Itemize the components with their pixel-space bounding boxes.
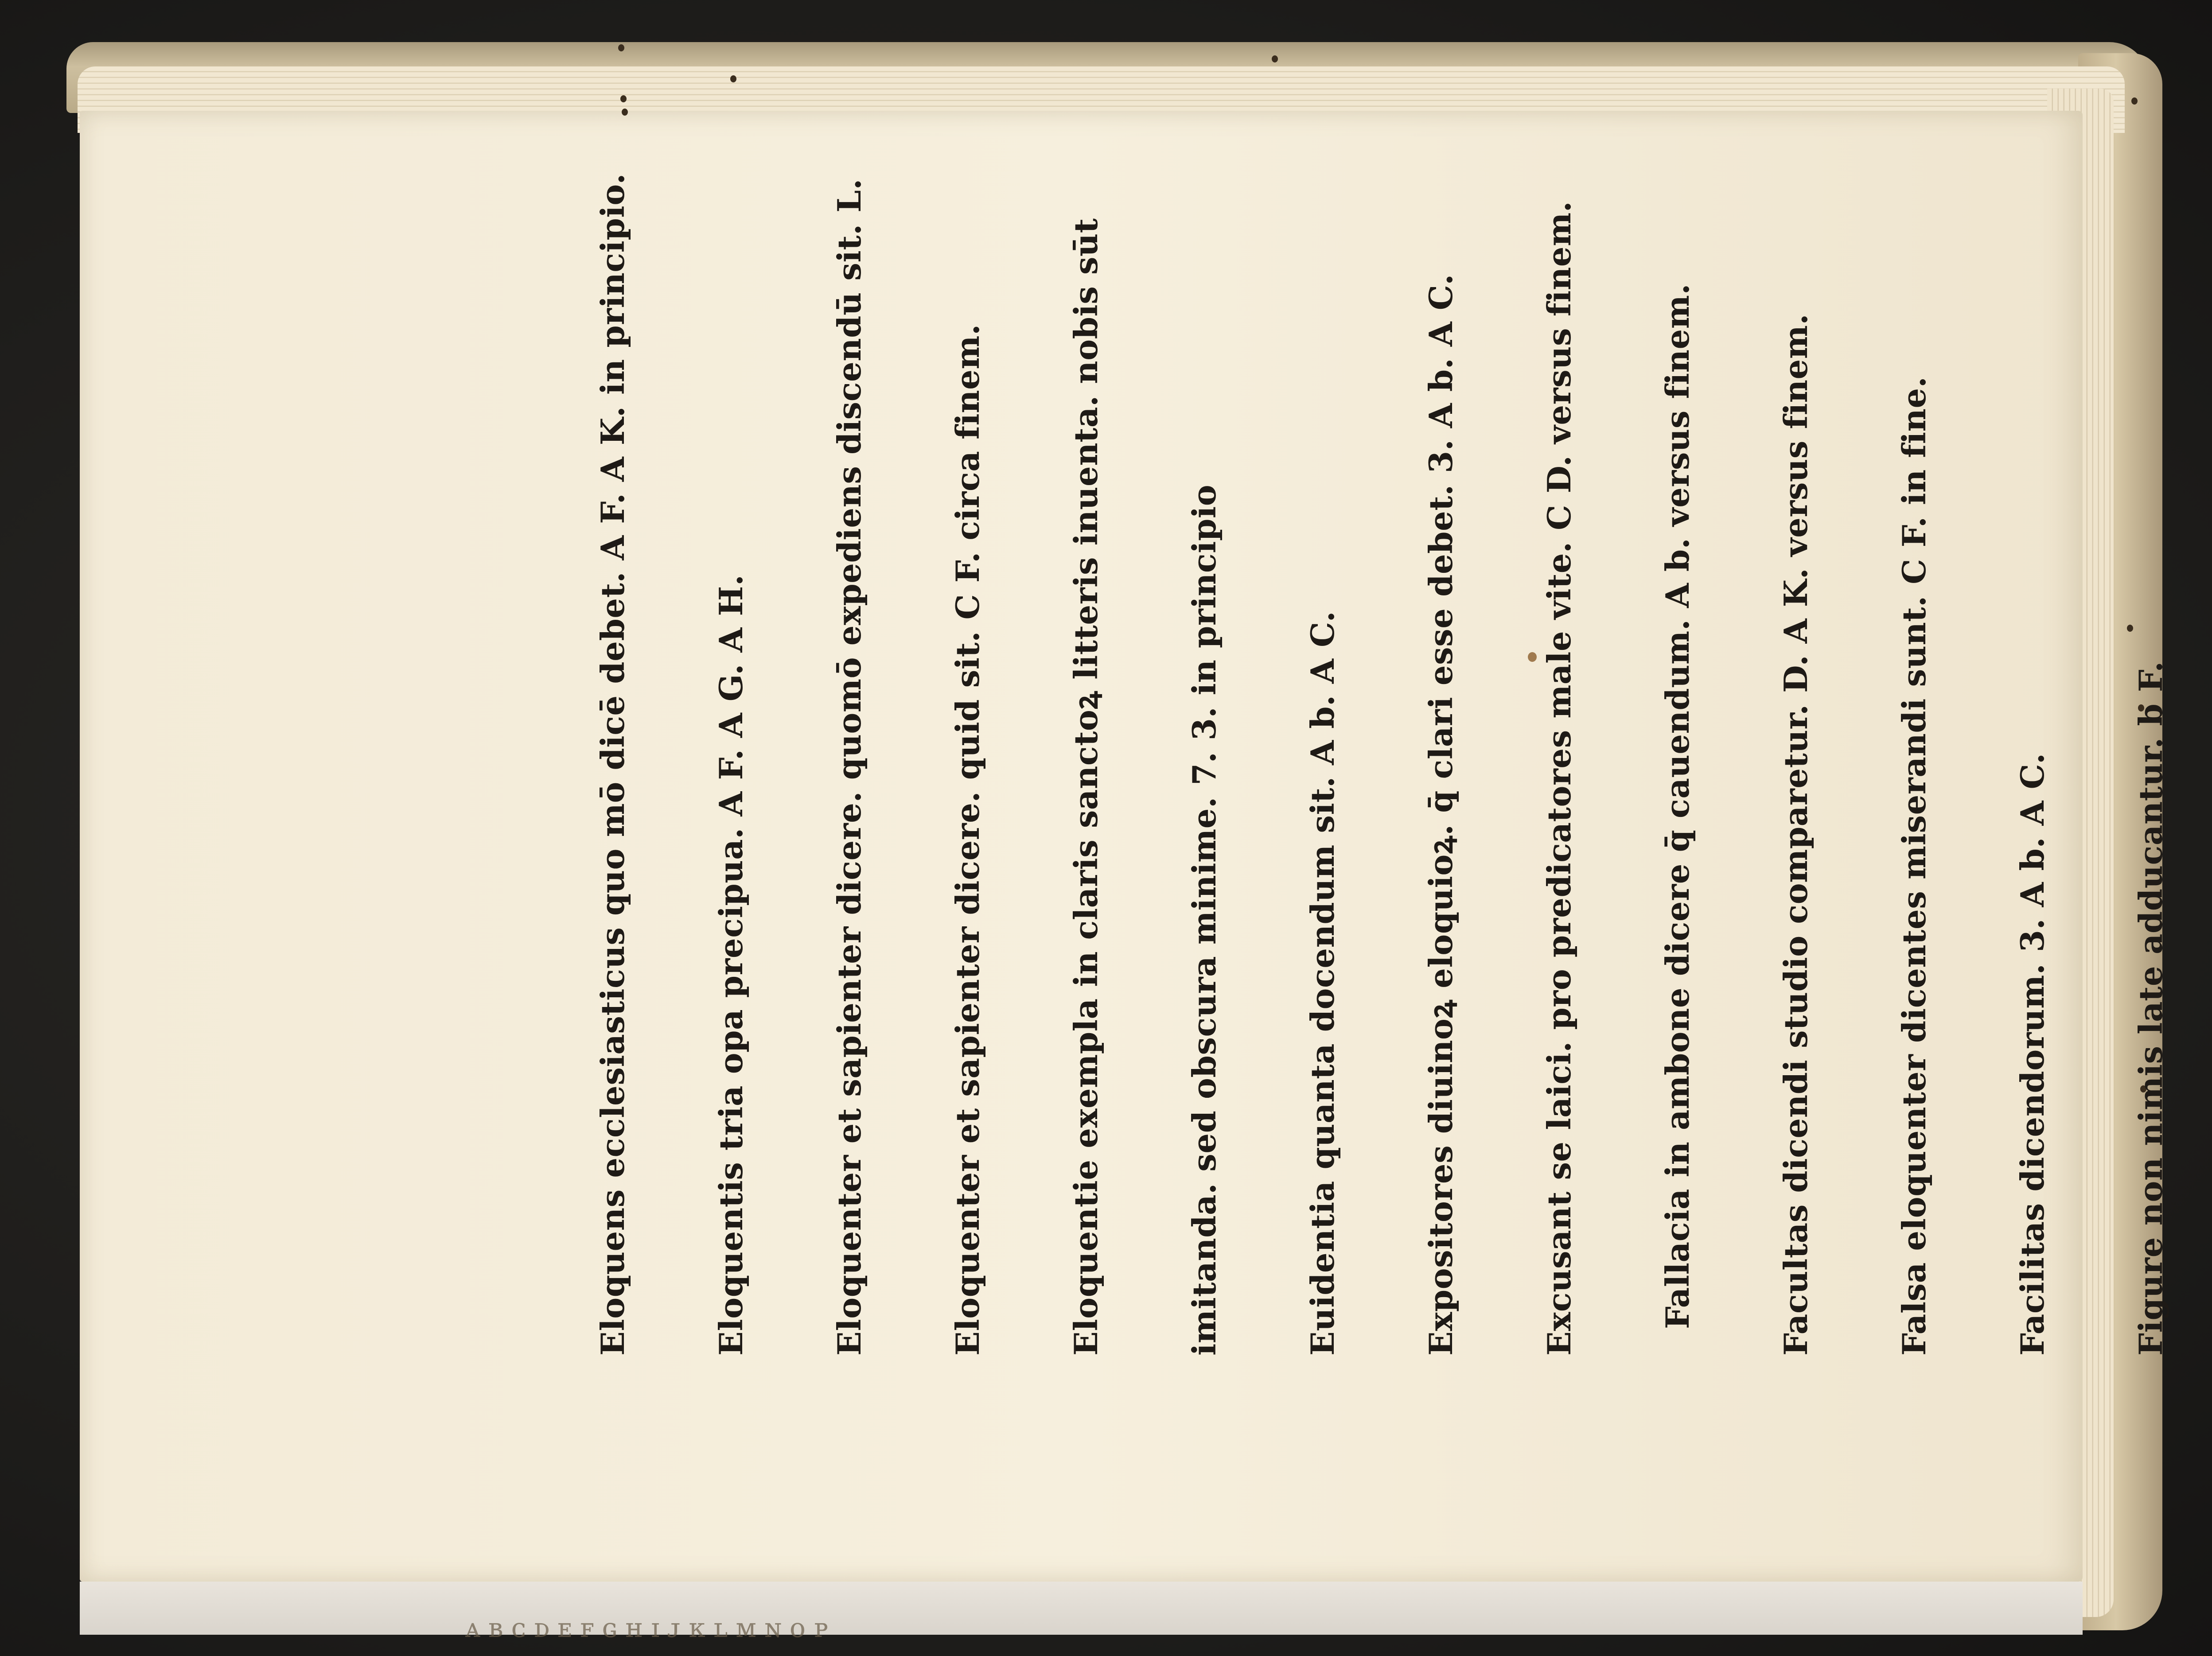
text-line: imitanda. sed obscura minime. 7. 3. in principio — [1185, 484, 1223, 1356]
text-line: Eloquentie exempla in claris sanctoꝝ litteris inuenta. nobis sūt — [1067, 218, 1105, 1356]
text-line: Excusant se laici. pro predicatores male vite. C D. versus finem. — [1540, 201, 1578, 1356]
wormhole — [1272, 55, 1278, 62]
text-line: Eloquenter et sapienter dicere. quid sit. C F. circa finem. — [949, 324, 986, 1356]
bottom-strip-text: ᴀʙᴄᴅᴇꜰɢʜɪᴊᴋʟᴍɴᴏᴘ — [465, 1613, 837, 1639]
text-line: Facilitas dicendorum. 3. A b. A C. — [2013, 753, 2051, 1356]
wormhole — [730, 75, 736, 82]
text-line: Falsa eloquenter dicentes miserandi sunt. C F. in fine. — [1895, 376, 1933, 1356]
index-text-block — [514, 173, 2169, 1356]
wormhole — [622, 109, 628, 116]
wormhole — [620, 95, 627, 102]
text-line: Facultas dicendi studio comparetur. D. A K. versus finem. — [1777, 313, 1815, 1356]
text-line: Figure non nimis late adducantur. b F. — [2132, 661, 2169, 1356]
text-line: Fallacia in ambone dicere q̄ cauendum. A b. versus finem. — [1659, 283, 1696, 1329]
text-line: Euidentia quanta docendum sit. A b. A C. — [1304, 610, 1341, 1356]
wormhole — [618, 44, 624, 51]
text-line: Eloquentis tria opa precipua. A F. A G. A H. — [712, 574, 750, 1356]
text-line: Eloquens ecclesiasticus quo mō dicē debet. A F. A K. in principio. — [594, 173, 631, 1356]
text-line: Eloquenter et sapienter dicere. quomō expediens discendū sit. L. — [830, 179, 868, 1356]
wormhole — [2131, 97, 2138, 105]
text-line: Expositores diuinoꝝ eloquioꝝ. q̄ clari esse debet. 3. A b. A C. — [1422, 274, 1460, 1356]
